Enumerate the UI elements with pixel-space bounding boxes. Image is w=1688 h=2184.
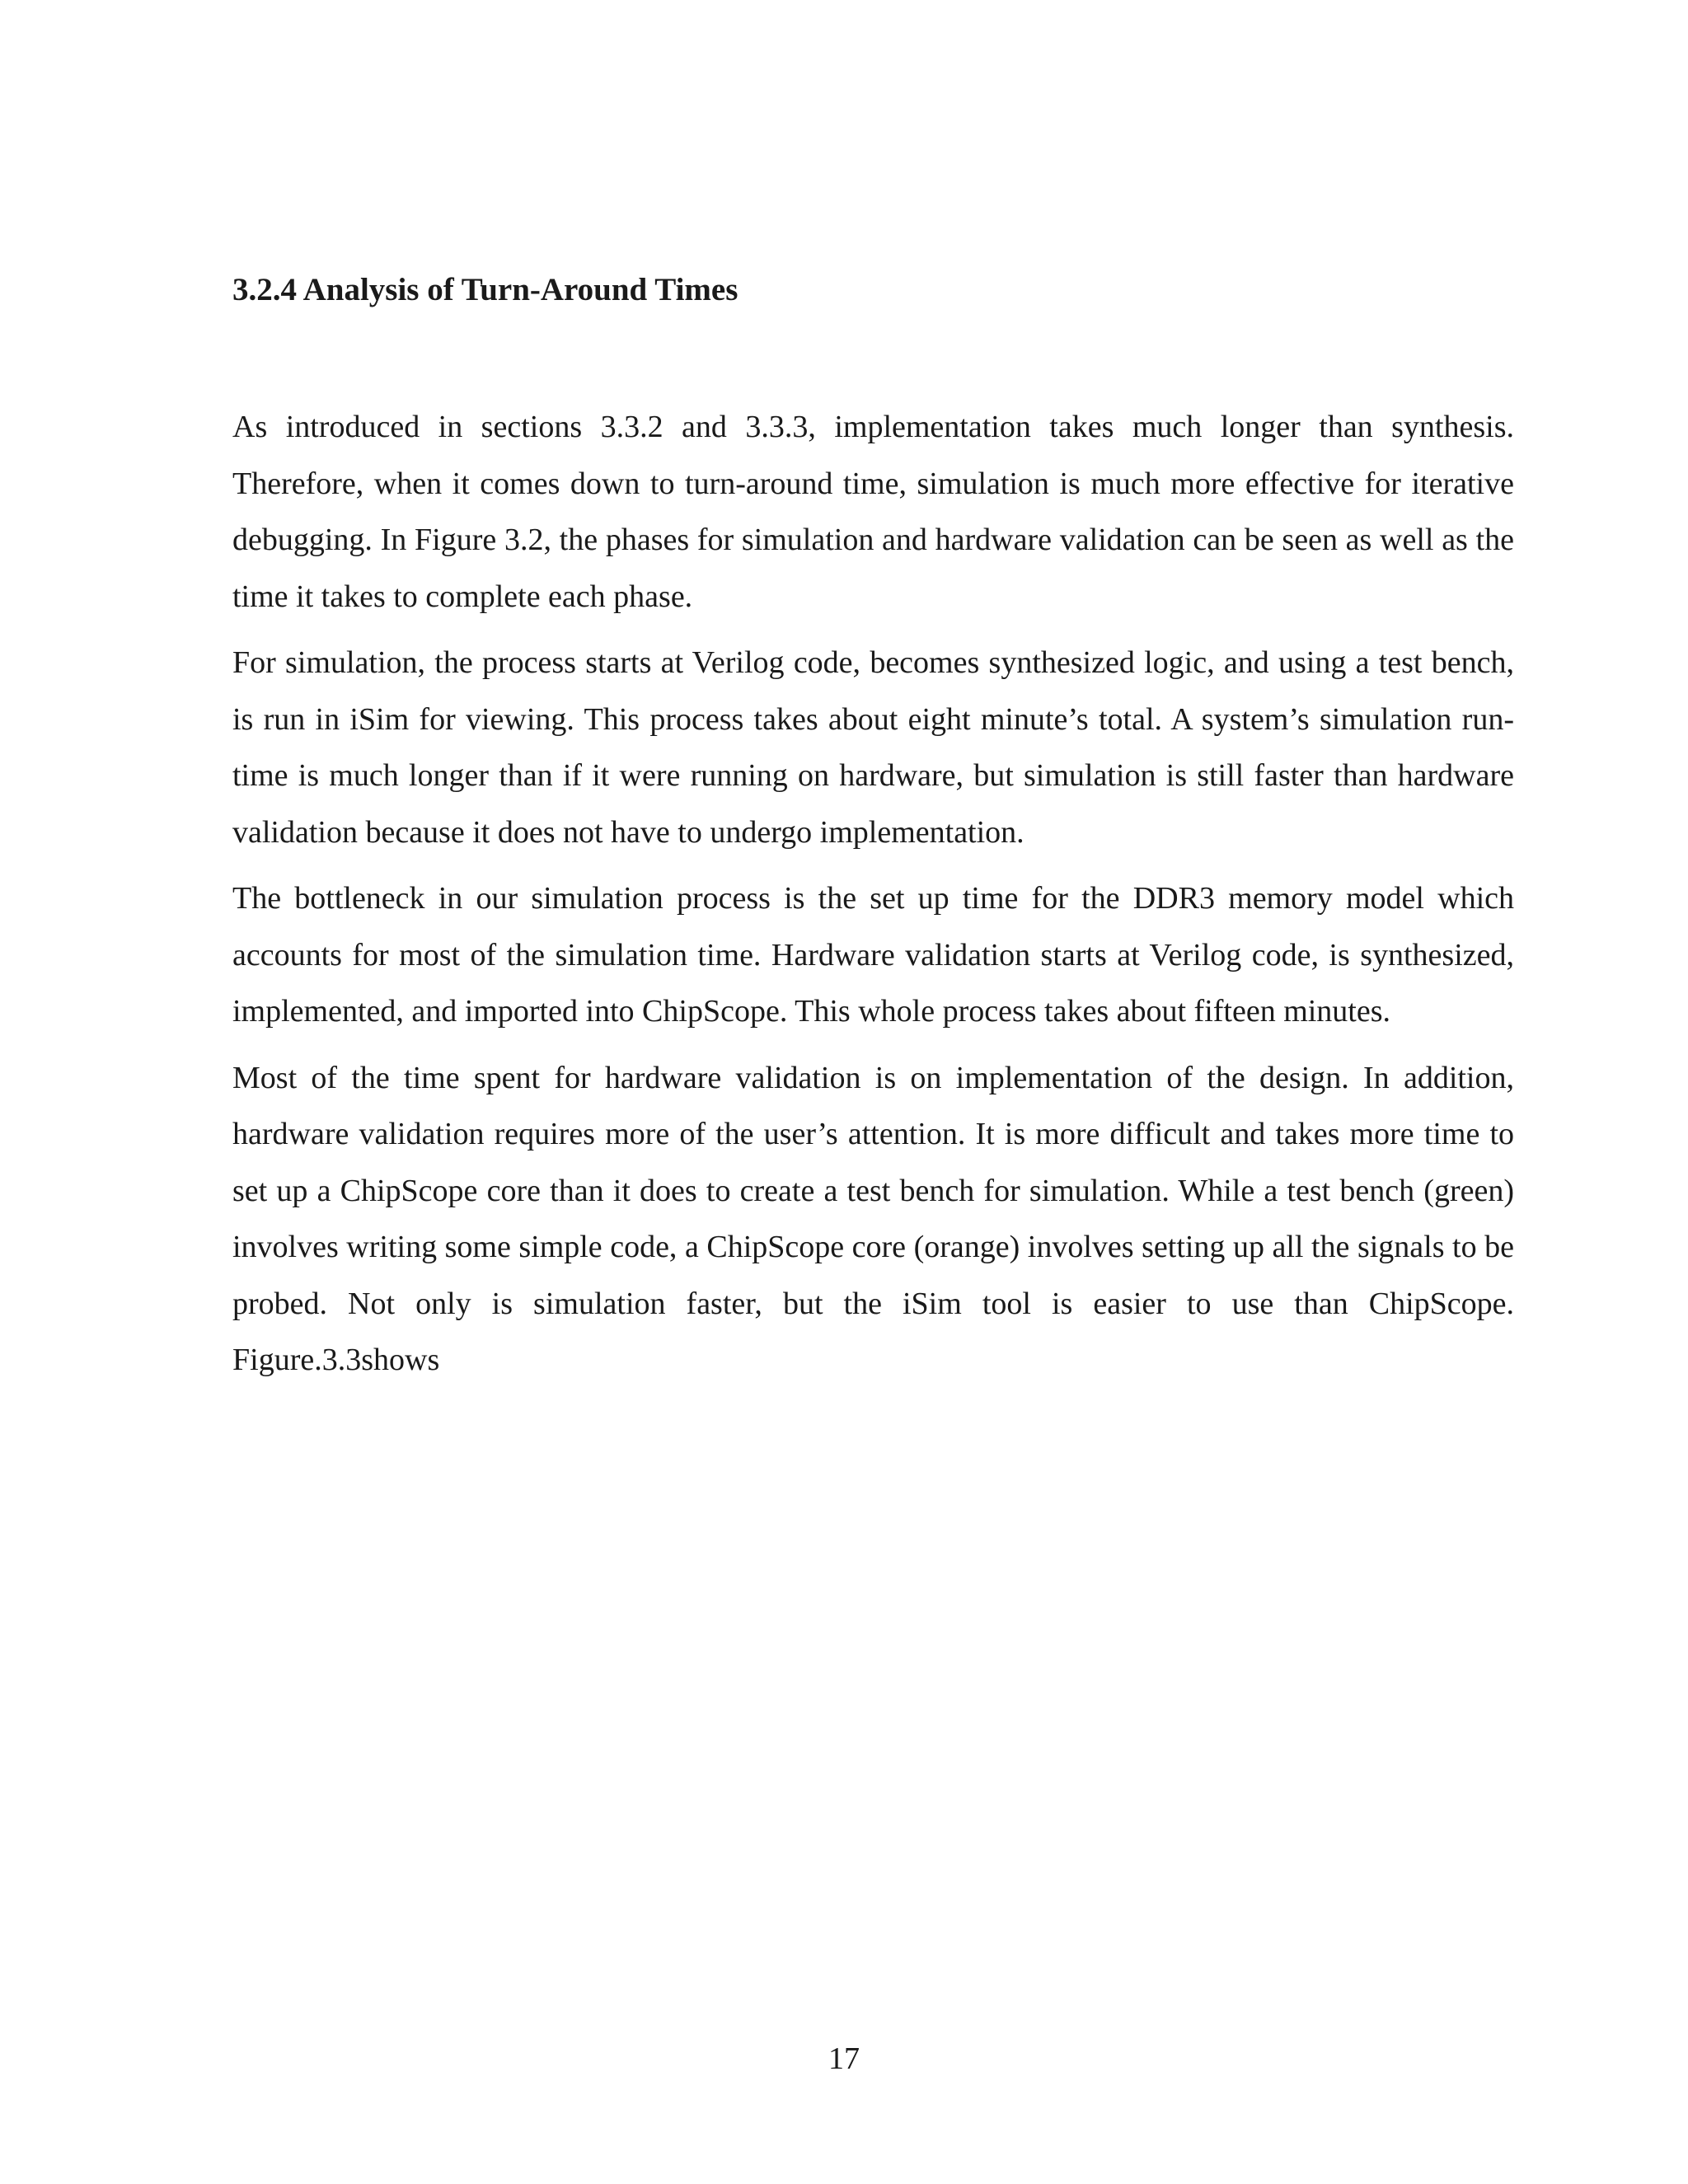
section-heading: 3.2.4 Analysis of Turn-Around Times	[232, 272, 738, 307]
section-body	[232, 399, 1514, 1399]
paragraph-3: The bottleneck in our simulation process is the set up time for the DDR3 memory model which accounts for most of the simulation time. Hardware validation starts at Verilog code, is synthesized, implemented, and imported into ChipScope. This whole process takes about fifteen minutes.	[232, 881, 1514, 1029]
paragraph-1: As introduced in sections 3.3.2 and 3.3.3, implementation takes much longer than synthesis. Therefore, when it comes down to turn-around time, simulation is much more effective for iterative debugging. In Figure 3.2, the phases for simulation and hardware validation can be seen as well as the time it takes to complete each phase.	[232, 410, 1514, 614]
page-number: 17	[828, 2041, 860, 2076]
paragraph-2: For simulation, the process starts at Verilog code, becomes synthesized logic, and using a test bench, is run in iSim for viewing. This process takes about eight minute’s total. A system’s simulation run-time is much longer than if it were running on hardware, but simulation is still faster than hardware validation because it does not have to undergo implementation.	[232, 645, 1514, 850]
paragraph-4: Most of the time spent for hardware validation is on implementation of the design. In addition, hardware validation requires more of the user’s attention. It is more difficult and takes more time to set up a ChipScope core than it does to create a test bench for simulation. While a test bench (green) involves writing some simple code, a ChipScope core (orange) involves setting up all the signals to be probed. Not only is simulation faster, but the iSim tool is easier to use than ChipScope. Figure.3.3shows	[232, 1060, 1514, 1377]
